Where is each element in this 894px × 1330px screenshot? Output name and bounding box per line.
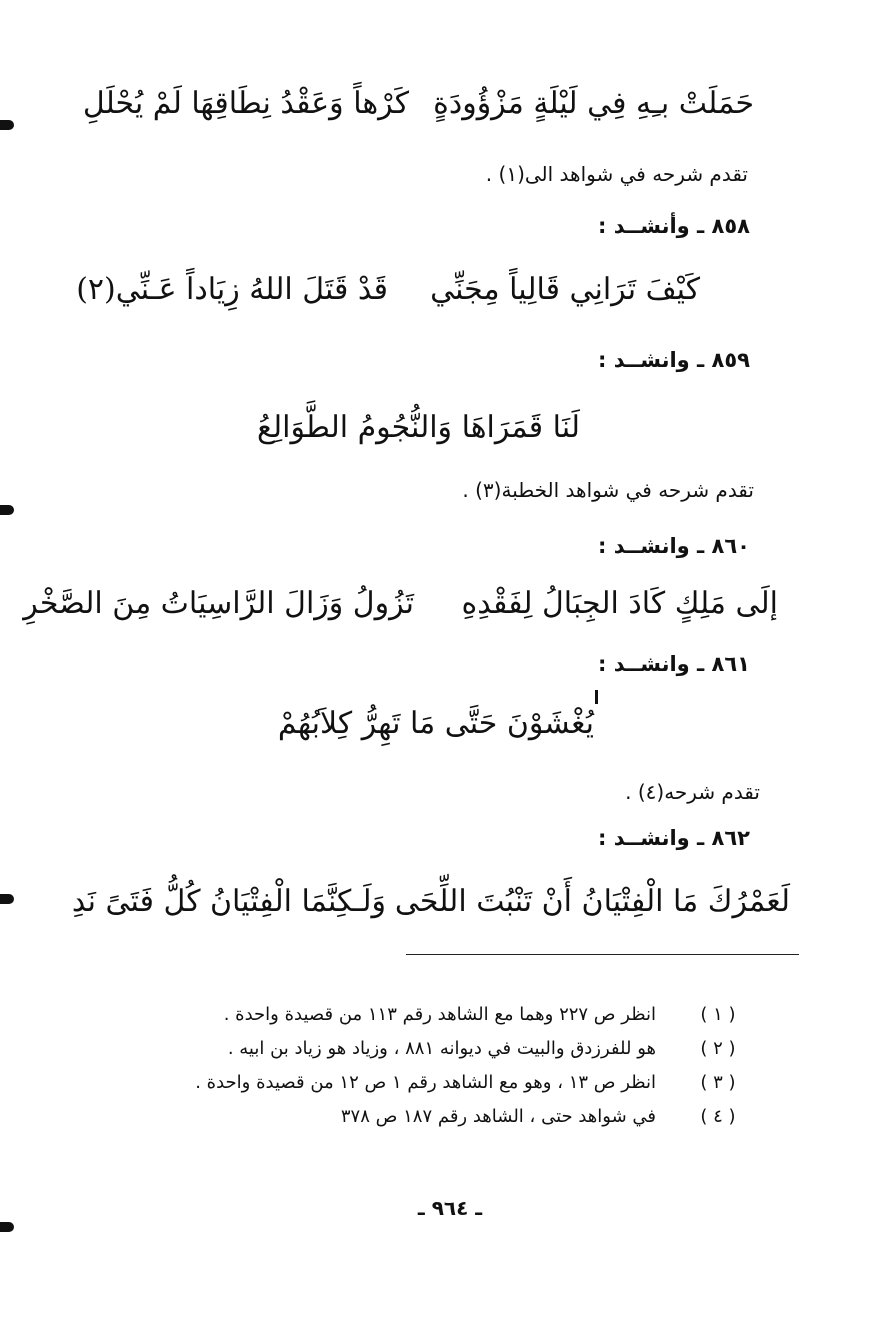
footnote-rule [406,954,799,955]
commentary-note: تقدم شرحه(٤) . [625,780,760,804]
verse-first-hemistich: إلَى مَلِكٍ كَادَ الجِبَالُ لِفَقْدِهِ [461,586,778,621]
verse-second-hemistich: قَدْ قَتَلَ اللهُ زِيَاداً عَـنِّي(٢) [76,272,388,307]
entry-heading: ٨٥٩ ـ وانشــد : [598,348,750,372]
entry-heading: ٨٦٠ ـ وانشــد : [598,534,750,558]
footnote-number: ( ٣ ) [700,1072,736,1093]
footnote-number: ( ٤ ) [700,1106,736,1127]
commentary-note: تقدم شرحه في شواهد الخطبة(٣) . [462,478,754,502]
margin-tick [595,690,598,704]
footnote-text: انظر ص ٢٢٧ وهما مع الشاهد رقم ١١٣ من قصيدة واحدة . [223,1004,656,1025]
binding-mark [0,120,14,130]
verse-first-hemistich: كَيْفَ تَرَانِي قَالِياً مِجَنِّي [430,272,700,307]
commentary-note: تقدم شرحه في شواهد الى(١) . [485,162,748,186]
verse-second-hemistich: وَلَـكِنَّمَا الْفِتْيَانُ كُلُّ فَتَىً نَدِ [71,884,386,919]
verse-first-hemistich: حَمَلَتْ بـِهِ فِي لَيْلَةٍ مَزْؤُودَةٍ [433,86,754,121]
footnote-number: ( ٢ ) [700,1038,736,1059]
verse-second-hemistich: كَرْهاً وَعَقْدُ نِطَاقِهَا لَمْ يُحْلَلِ [82,86,409,121]
binding-mark [0,894,14,904]
entry-heading: ٨٦١ ـ وانشــد : [598,652,750,676]
footnote-text: في شواهد حتى ، الشاهد رقم ١٨٧ ص ٣٧٨ [340,1106,656,1127]
entry-heading: ٨٥٨ ـ وأنشــد : [598,214,750,238]
verse-first-hemistich: لَعَمْرُكَ مَا الْفِتْيَانُ أَنْ تَنْبُتَ اللِّحَى [394,884,790,919]
page-number: ـ ٩٦٤ ـ [417,1196,483,1220]
binding-mark [0,1222,14,1232]
verse-second-hemistich: تَزُولُ وَزَالَ الرَّاسِيَاتُ مِنَ الصَّخْرِ [23,586,414,621]
verse-single-line: لَنَا قَمَرَاهَا وَالنُّجُومُ الطَّوَالِعُ [257,410,580,445]
entry-heading: ٨٦٢ ـ وانشــد : [598,826,750,850]
footnote-number: ( ١ ) [700,1004,736,1025]
footnote-text: هو للفرزدق والبيت في ديوانه ٨٨١ ، وزياد هو زياد بن ابيه . [227,1038,656,1059]
binding-mark [0,505,14,515]
verse-single-line: يُغْشَوْنَ حَتَّى مَا تَهِرُّ كِلاَبُهُمْ [277,706,594,741]
footnote-text: انظر ص ١٣ ، وهو مع الشاهد رقم ١ ص ١٢ من قصيدة واحدة . [195,1072,656,1093]
